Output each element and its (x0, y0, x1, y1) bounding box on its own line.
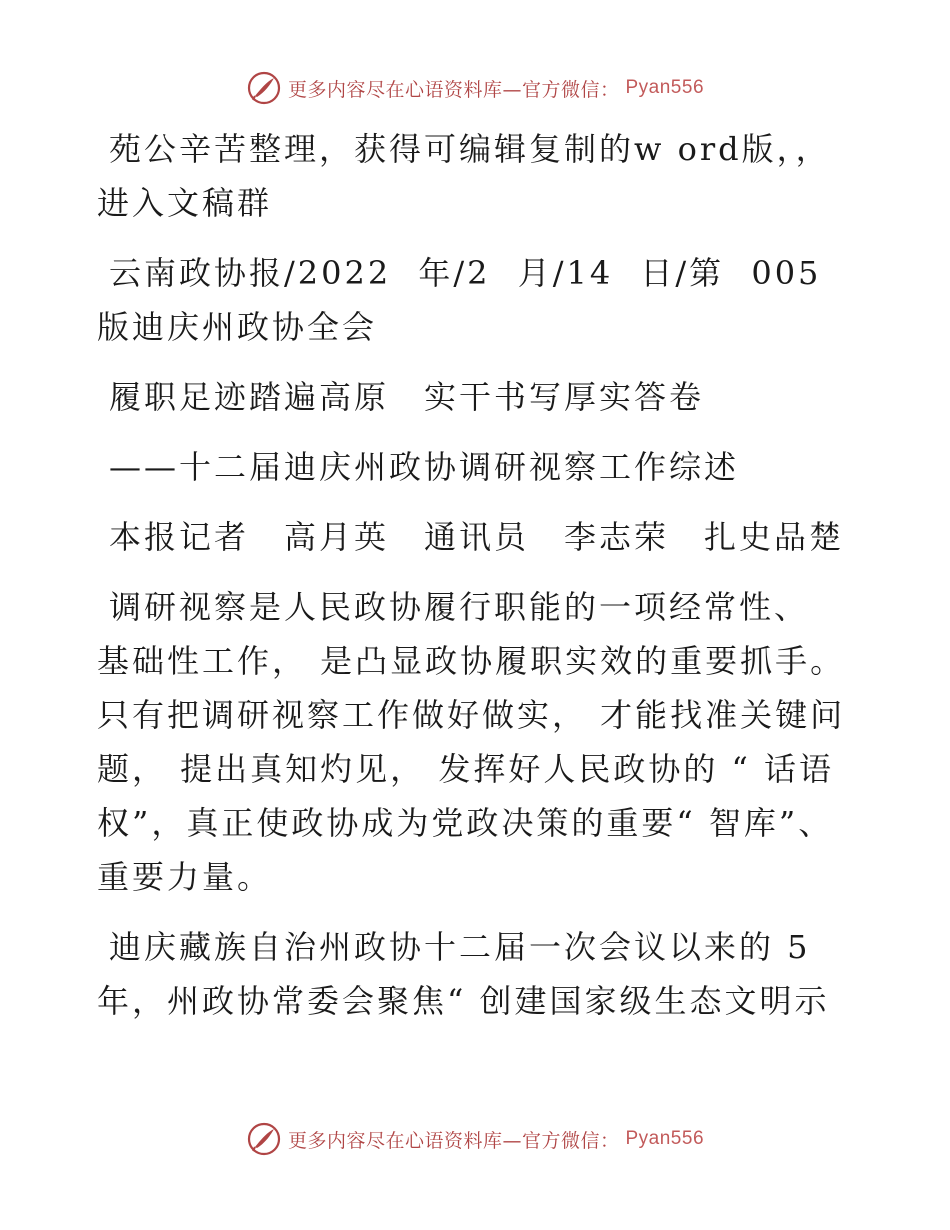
paragraph-body-1: 调研视察是人民政协履行职能的一项经常性、 基础性工作， 是凸显政协履职实效的重要抓手。只有把调研视察工作做好做实， 才能找准关键问题， 提出真知灼见， 发挥好人民政协的 “ 话语权”，真正使政协成为党政决策的重要“ 智库”、重要力量。 (97, 588, 846, 896)
watermark-text: 更多内容尽在心语资料库—官方微信： (287, 1129, 620, 1152)
document-body (97, 122, 857, 1044)
article-byline: 本报记者 高月英 通讯员 李志荣 扎史品楚 (109, 518, 845, 556)
paragraph-body-2: 迪庆藏族自治州政协十二届一次会议以来的 5 年，州政协常委会聚焦“ 创建国家级生态文明示 (97, 928, 830, 1020)
paragraph-source: 云南政协报/2022 年/2 月/14 日/第 005 版迪庆州政协全会 (97, 254, 822, 346)
header-watermark (0, 70, 950, 106)
footer-watermark (0, 1121, 950, 1157)
quill-pen-icon (246, 70, 282, 106)
article-subtitle: ——十二届迪庆州政协调研视察工作综述 (109, 448, 740, 486)
watermark-text: 更多内容尽在心语资料库—官方微信： (287, 78, 620, 101)
quill-pen-icon (246, 1121, 282, 1157)
watermark-handle: Pyan556 (625, 77, 705, 98)
paragraph-intro: 苑公辛苦整理，获得可编辑复制的w ord版，，进入文稿群 (97, 130, 831, 222)
watermark-handle: Pyan556 (625, 1128, 705, 1149)
article-title: 履职足迹踏遍高原 实干书写厚实答卷 (109, 378, 705, 416)
